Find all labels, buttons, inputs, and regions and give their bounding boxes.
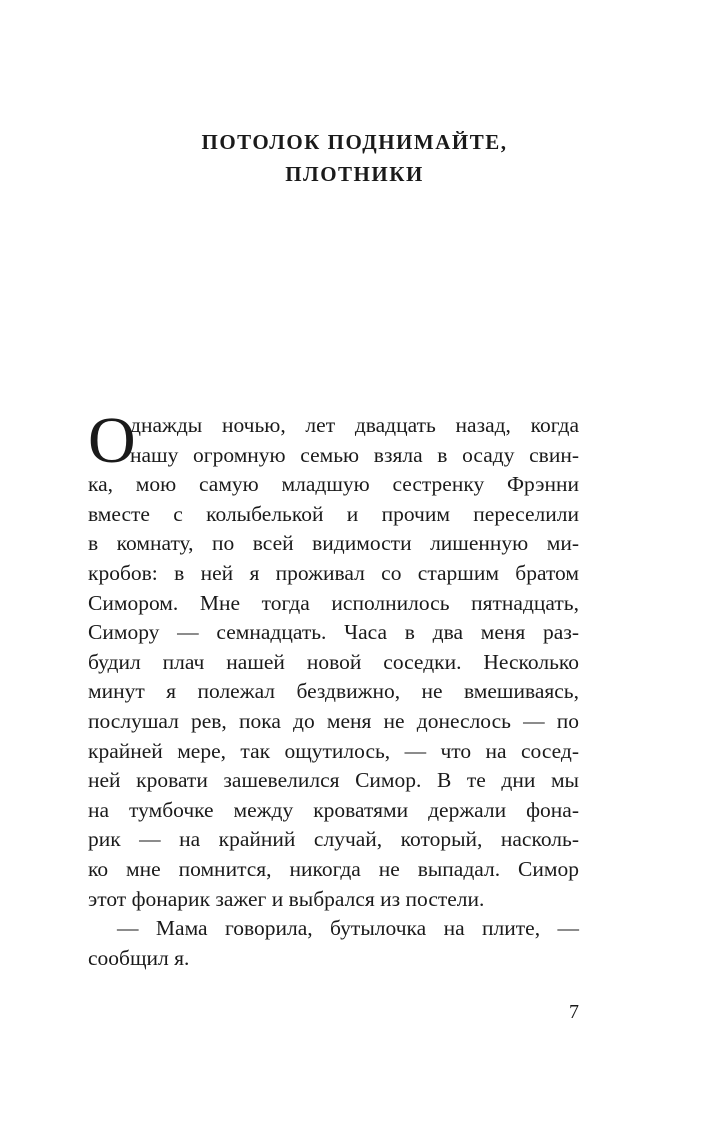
- text-line: в комнату, по всей видимости лишенную ми-: [88, 531, 579, 556]
- chapter-title: [130, 126, 579, 190]
- text-line: крайней мере, так ощутилось, — что на сосед-: [88, 738, 579, 763]
- page-number: 7: [569, 1001, 579, 1023]
- text-line: будил плач нашей новой соседки. Несколько: [88, 649, 579, 674]
- drop-cap: О: [88, 404, 136, 477]
- text-line: Симору — семнадцать. Часа в два меня раз-: [88, 620, 579, 645]
- text-line: этот фонарик зажег и выбрался из постели.: [88, 886, 485, 911]
- chapter-title-line-1: ПОТОЛОК ПОДНИМАЙТЕ,: [201, 130, 508, 154]
- text-line: — Мама говорила, бутылочка на плите, —: [117, 916, 579, 941]
- text-line: минут я полежал бездвижно, не вмешиваясь,: [88, 679, 579, 704]
- chapter-title-line-2: ПЛОТНИКИ: [285, 162, 424, 186]
- text-line: послушал рев, пока до меня не донеслось — по: [88, 708, 579, 733]
- text-line: Симором. Мне тогда исполнилось пятнадцать,: [88, 590, 579, 615]
- text-line: ко мне помнится, никогда не выпадал. Симор: [88, 856, 579, 881]
- text-line: рик — на крайний случай, который, насколь-: [88, 827, 579, 852]
- text-line: днажды ночью, лет двадцать назад, когда: [130, 413, 579, 437]
- text-line: нашу огромную семью взяла в осаду свин-: [130, 442, 579, 467]
- body-text: [88, 411, 579, 973]
- text-line: сообщил я.: [88, 945, 190, 970]
- text-line: ка, мою самую младшую сестренку Фрэнни: [88, 472, 579, 497]
- text-line: на тумбочке между кроватями держали фона-: [88, 797, 579, 822]
- text-line: вместе с колыбелькой и прочим переселили: [88, 501, 579, 526]
- text-line: кробов: в ней я проживал со старшим братом: [88, 560, 579, 585]
- text-line: ней кровати зашевелился Симор. В те дни мы: [88, 768, 579, 793]
